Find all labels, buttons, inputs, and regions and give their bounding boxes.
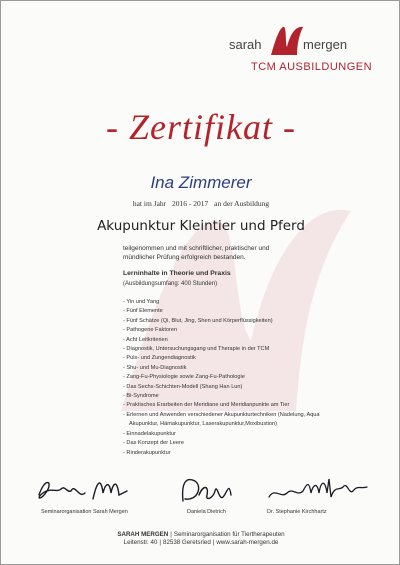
logo [229,23,373,79]
topic-item: - Das Sechs-Schichten-Modell (Shang Han Lun) [123,383,243,390]
year-line [1,199,400,208]
topic-item: - Diagnostik, Untersuchungsgang und Therapie in der TCM [123,346,270,353]
topic-item: - Zang-Fu-Physiologie sowie Zang-Fu-Pathologie [123,374,245,381]
handwritten-signature-3 [263,471,373,507]
topic-item: - Das Konzept der Leere [123,440,184,447]
footer-org-desc: Seminarorganisation für Tiertherapeuten [173,531,285,538]
topic-item: - Einnadelakupunktur [123,430,176,437]
footer-line-2 [1,539,400,547]
logo-tagline: TCM AUSBILDUNGEN [251,61,373,73]
footer-city: 82538 Geretsried [163,539,211,547]
logo-word-sarah: sarah [229,37,262,52]
topic-item: - Rinderakupunktur [123,449,171,456]
footer-separator: | [170,531,172,538]
footer-website[interactable]: www.sarah-mergen.de [216,539,279,547]
content-heading: Lerninhalte in Theorie und Praxis [123,270,231,277]
topic-item: - Pathogene Faktoren [123,327,178,334]
topic-item: - Bi-Syndrome [123,393,159,400]
handwritten-signature-2 [173,471,243,507]
signature-label-2: Daniela Dietrich [187,509,226,515]
topic-item: - Erlernen und Anwenden verschiedener Akupunkturtechniken (Nadelung, Aqua [123,411,320,418]
signature-block-2 [173,471,243,521]
topic-list [123,298,320,458]
year-range: 2016 - 2017 [172,199,209,208]
footer-separator: | [159,539,161,547]
footer-separator: | [212,539,215,547]
topic-item: - Yin und Yang [123,299,160,305]
footer-line-1 [1,531,400,539]
signature-label-3: Dr. Stephanie Kirchhartz [267,509,327,515]
signature-block-3 [263,471,373,521]
topic-item: - Acht Leitkriterien [123,336,168,343]
handwritten-signature-1 [31,471,141,507]
participation-text: teilgenommen und mit schriftlicher, praktischer und mündlicher Prüfung erfolgreich bestanden. [123,245,270,261]
logo-word-mergen: mergen [303,37,348,52]
topic-item: Akupunktur, Hämakupunktur, Laserakupunktur,Moxibustion) [129,421,278,428]
signature-block-1 [31,471,141,521]
signature-label-1: Seminarorganisation Sarah Mergen [41,509,128,515]
footer-org-name: SARAH MERGEN [117,531,169,538]
recipient-name: Ina Zimmerer [150,173,252,192]
year-prefix: hat im Jahr [132,199,167,208]
logo-m-icon [269,23,305,59]
topic-item: - Praktisches Erarbeiten der Meridiane und Meridianpunkte am Tier [123,402,290,409]
course-title: Akupunktur Kleintier und Pferd [97,218,305,234]
content-scope: (Ausbildungsumfang: 400 Stunden) [123,281,218,287]
footer [1,531,400,548]
footer-street: Leitenstr. 40 [123,539,158,547]
year-suffix: an der Ausbildung [214,199,270,208]
topic-item: - Fünf Schätze (Qi, Blut, Jing, Shen und Körperflüssigkeiten) [123,317,273,324]
topic-item: - Fünf Elemente [123,308,163,315]
topic-item: - Shu- und Mu-Diagnostik [123,364,187,371]
certificate-title: - Zertifikat - [106,107,296,147]
topic-item: - Puls- und Zungendiagnostik [123,355,196,362]
